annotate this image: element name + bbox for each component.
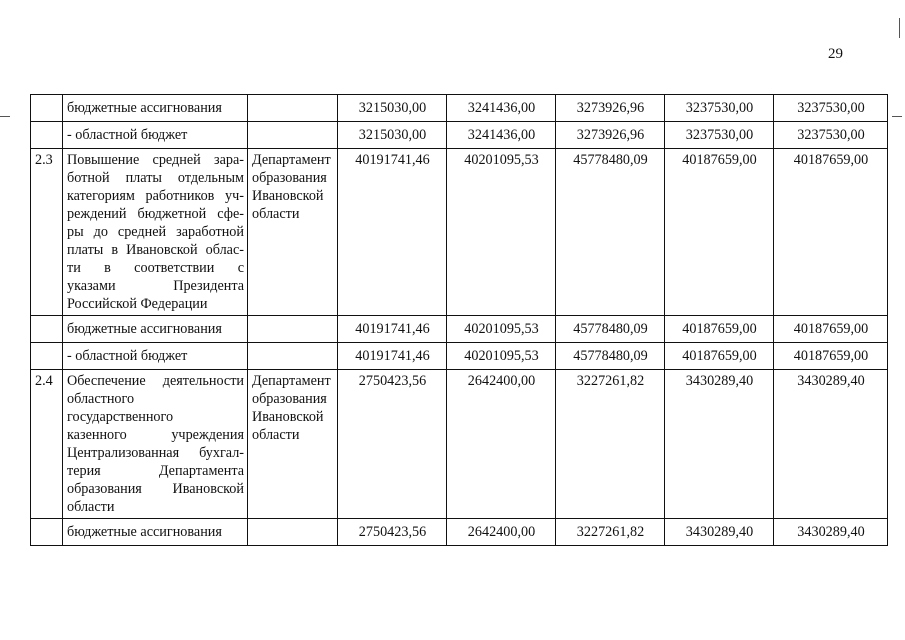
description-line: Обеспечение деятельности [67,373,244,389]
department-line: области [252,206,300,222]
row-description: бюджетные ассигнования [63,316,248,343]
description-line: платы в Ивановской облас- [67,242,244,258]
description-line: категориям работников уч- [67,188,244,204]
department-line: образования [252,170,327,186]
description-line: Повышение средней зара- [67,152,244,168]
value-cell: 45778480,09 [556,343,665,370]
department-line: Департамент [252,373,331,389]
value-cell: 40191741,46 [338,343,447,370]
scan-artifact-right [892,116,902,117]
department-line: Департамент [252,152,331,168]
value-cell: 40187659,00 [665,149,774,316]
value-cell: 3237530,00 [665,95,774,122]
value-cell: 40201095,53 [447,316,556,343]
value-cell: 3273926,96 [556,122,665,149]
table-row [31,316,888,343]
value-cell: 3430289,40 [774,370,888,519]
value-cell: 40187659,00 [774,343,888,370]
table-row [31,95,888,122]
table-row [31,370,888,519]
value-cell: 40191741,46 [338,149,447,316]
row-index [31,122,63,149]
value-cell: 3430289,40 [665,519,774,546]
row-department [248,95,338,122]
value-cell: 3237530,00 [774,95,888,122]
description-line: Централизованная бухгал- [67,445,244,461]
table-row [31,149,888,316]
value-cell: 40187659,00 [774,149,888,316]
page-number: 29 [828,46,843,62]
description-line: реждений бюджетной сфе- [67,206,244,222]
value-cell: 45778480,09 [556,316,665,343]
row-department [248,122,338,149]
value-cell: 3430289,40 [665,370,774,519]
value-cell: 40187659,00 [665,316,774,343]
value-cell: 40187659,00 [774,316,888,343]
value-cell: 40191741,46 [338,316,447,343]
value-cell: 3241436,00 [447,95,556,122]
value-cell: 3241436,00 [447,122,556,149]
value-cell: 3430289,40 [774,519,888,546]
row-description: - областной бюджет [63,122,248,149]
description-line: казенного учреждения [67,427,244,443]
description-line: образования Ивановской [67,481,244,497]
value-cell: 3227261,82 [556,370,665,519]
department-line: Ивановской [252,409,324,425]
value-cell: 40201095,53 [447,149,556,316]
table-row [31,519,888,546]
description-line: ти в соответствии с [67,260,244,276]
description-line: государственного [67,409,174,425]
row-index: 2.4 [31,370,63,519]
table-row [31,122,888,149]
row-description: бюджетные ассигнования [63,519,248,546]
value-cell: 3227261,82 [556,519,665,546]
department-line: Ивановской [252,188,324,204]
description-line: Российской Федерации [67,296,208,312]
description-line: терия Департамента [67,463,244,479]
value-cell: 40201095,53 [447,343,556,370]
description-line: областного [67,391,135,407]
value-cell: 2750423,56 [338,370,447,519]
value-cell: 3215030,00 [338,122,447,149]
value-cell: 3237530,00 [774,122,888,149]
row-department [248,316,338,343]
row-department [248,343,338,370]
row-index [31,316,63,343]
value-cell: 40187659,00 [665,343,774,370]
row-index [31,343,63,370]
value-cell: 2642400,00 [447,370,556,519]
scan-artifact-top-right [899,18,900,38]
value-cell: 2642400,00 [447,519,556,546]
value-cell: 3215030,00 [338,95,447,122]
row-index [31,95,63,122]
department-line: области [252,427,300,443]
row-description [63,149,248,316]
value-cell: 3273926,96 [556,95,665,122]
value-cell: 3237530,00 [665,122,774,149]
row-department [248,370,338,519]
row-description: бюджетные ассигнования [63,95,248,122]
row-description: - областной бюджет [63,343,248,370]
description-line: ботной платы отдельным [67,170,244,186]
description-line: области [67,499,115,515]
row-index: 2.3 [31,149,63,316]
value-cell: 2750423,56 [338,519,447,546]
value-cell: 45778480,09 [556,149,665,316]
row-index [31,519,63,546]
budget-table [30,94,888,546]
table-row [31,343,888,370]
row-description [63,370,248,519]
scan-artifact-left [0,116,10,117]
description-line: указами Президента [67,278,244,294]
department-line: образования [252,391,327,407]
row-department [248,519,338,546]
description-line: ры до средней заработной [67,224,244,240]
row-department [248,149,338,316]
